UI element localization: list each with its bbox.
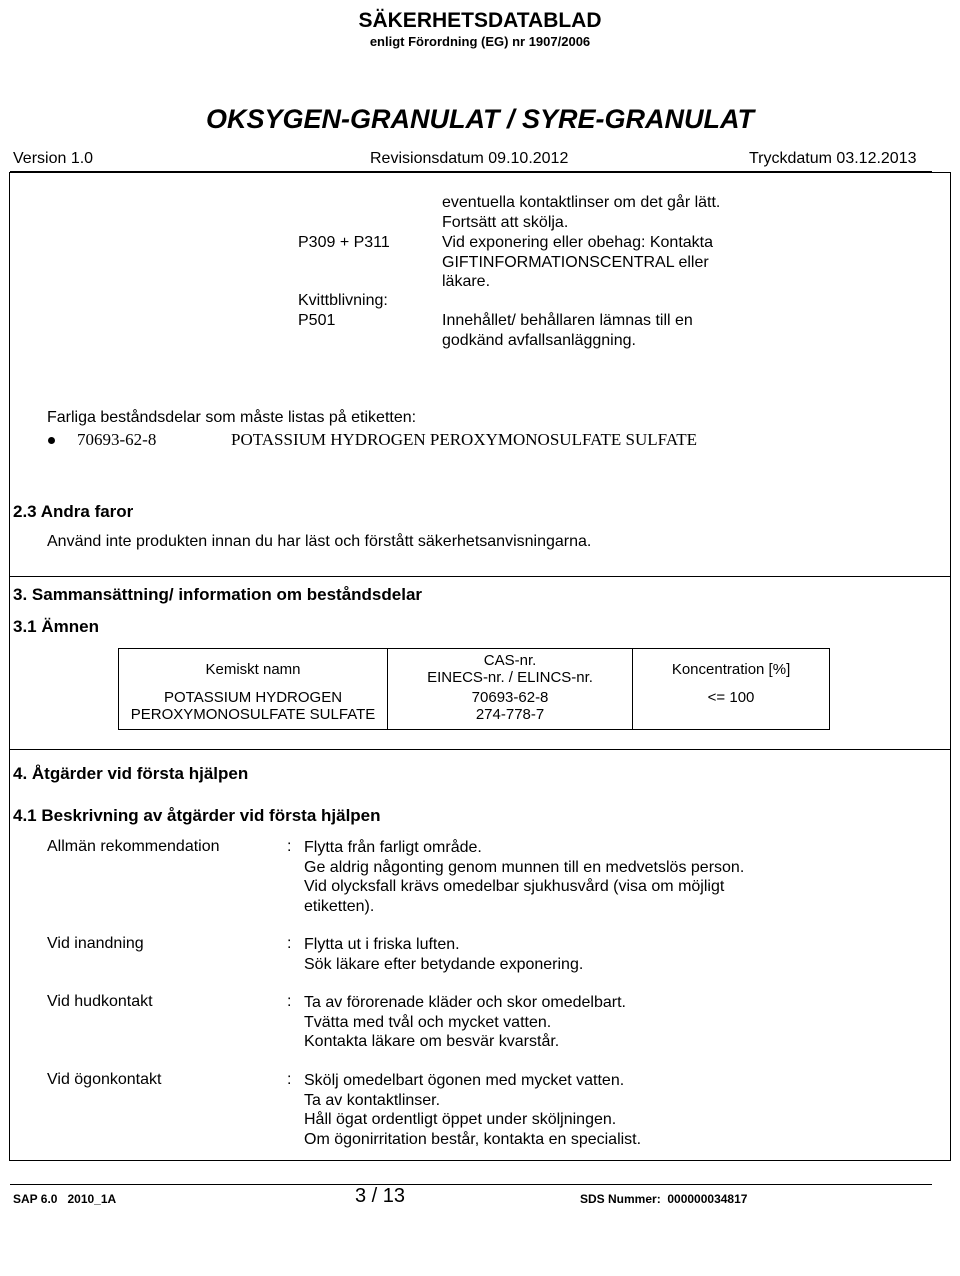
skin-contact-text: Ta av förorenade kläder och skor omedelbart. Tvätta med tvål och mycket vatten. Kontakta läkare om besvär kvarstår. [304,994,626,1050]
cell-chemical-name: POTASSIUM HYDROGEN PEROXYMONOSULFATE SULFATE [119,689,388,730]
cell-cas-einecs: 70693-62-8 274-778-7 [388,689,633,730]
section-3-heading: 3. Sammansättning/ information om beståndsdelar [13,585,423,604]
version-label: Version 1.0 [13,150,94,167]
precaution-text-cont-1: eventuella kontaktlinser om det går lätt. [442,194,721,211]
section-2-3-heading: 2.3 Andra faror [13,502,134,521]
ingredients-table [118,648,830,730]
section-4-heading: 4. Åtgärder vid första hjälpen [13,764,249,783]
skin-contact-label: Vid hudkontakt [47,993,153,1010]
table-row [119,689,830,730]
colon: : [287,993,292,1010]
precaution-text-cont-2: Fortsätt att skölja. [442,214,569,231]
section-3-1-heading: 3.1 Ämnen [13,617,99,636]
colon: : [287,935,292,952]
label-components-intro: Farliga beståndsdelar som måste listas på etiketten: [47,409,417,426]
col-header-concentration: Koncentration [%] [633,649,830,690]
p309-text-1: Vid exponering eller obehag: Kontakta [442,234,714,251]
label-component-cas: 70693-62-8 [77,430,157,449]
footer-system-version: SAP 6.0 2010_1A [13,1192,117,1206]
eye-contact-label: Vid ögonkontakt [47,1071,162,1088]
product-name: OKSYGEN-GRANULAT / SYRE-GRANULAT [206,104,754,134]
cell-concentration: <= 100 [633,689,830,730]
section-4-1-heading: 4.1 Beskrivning av åtgärder vid första hjälpen [13,806,381,825]
footer-divider [10,1184,932,1185]
p501-text-2: godkänd avfallsanläggning. [442,332,636,349]
disposal-heading: Kvittblivning: [298,292,388,309]
inhalation-label: Vid inandning [47,935,144,952]
p501-code: P501 [298,312,336,329]
document-subtitle: enligt Förordning (EG) nr 1907/2006 [369,34,591,49]
label-component-name: POTASSIUM HYDROGEN PEROXYMONOSULFATE SULFATE [231,430,698,449]
p309-code: P309 + P311 [298,234,390,251]
bullet-icon [48,437,55,444]
other-hazards-text: Använd inte produkten innan du har läst och förstått säkerhetsanvisningarna. [47,533,592,550]
col-header-name: Kemiskt namn [119,649,388,690]
general-advice-label: Allmän rekommendation [47,838,220,855]
colon: : [287,838,292,855]
eye-contact-text: Skölj omedelbart ögonen med mycket vatten. Ta av kontaktlinser. Håll ögat ordentligt öppet under sköljningen. Om ögonirritation består, kontakta en specialist. [304,1072,642,1148]
sds-number: SDS Nummer: 000000034817 [580,1192,748,1206]
p309-text-3: läkare. [442,273,491,290]
general-advice-text: Flytta från farligt område. Ge aldrig någonting genom munnen till en medvetslös person. Vid olycksfall krävs omedelbar sjukhusvård (visa om möjligt etiketten). [304,839,745,915]
inhalation-text: Flytta ut i friska luften. Sök läkare efter betydande exponering. [304,936,584,973]
colon: : [287,1071,292,1088]
document-title: SÄKERHETSDATABLAD [358,9,602,32]
p501-text-1: Innehållet/ behållaren lämnas till en [442,312,693,329]
col-header-cas: CAS-nr. EINECS-nr. / ELINCS-nr. [388,649,633,690]
revision-date: Revisionsdatum 09.10.2012 [370,150,569,167]
p309-text-2: GIFTINFORMATIONSCENTRAL eller [442,254,709,271]
print-date: Tryckdatum 03.12.2013 [749,150,917,167]
section-2-box [9,172,951,577]
page-number: 3 / 13 [355,1185,406,1207]
